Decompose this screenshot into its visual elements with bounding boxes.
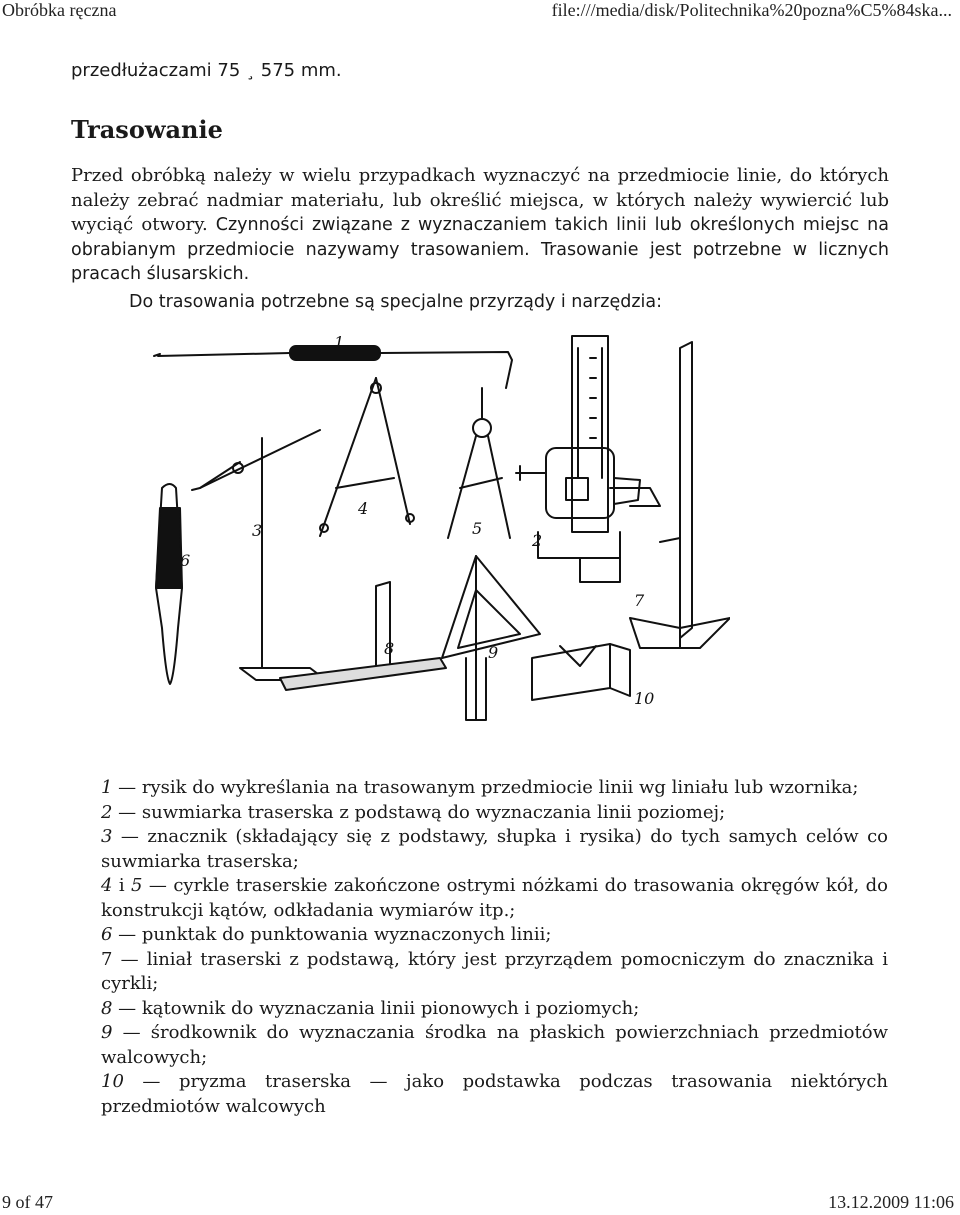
legend-number: 6 xyxy=(101,924,113,945)
legend-item xyxy=(101,1021,888,1070)
legend-number: 4 xyxy=(101,875,113,896)
legend-number: 5 xyxy=(131,875,143,896)
legend-text: — pryzma traserska — jako podstawka podczas trasowania niektórych przedmiotów walcowych xyxy=(101,1071,888,1117)
figure-label-3: 3 xyxy=(252,521,263,540)
try-square-drawing xyxy=(280,582,446,690)
tools-legend xyxy=(101,776,888,1119)
scriber-drawing xyxy=(154,346,512,388)
figure-label-1: 1 xyxy=(334,333,345,352)
legend-number: 3 xyxy=(101,826,113,847)
legend-text: — liniał traserski z podstawą, który jest przyrządem pomocniczym do znacznika i cyrkli; xyxy=(101,948,888,994)
legend-text: — rysik do wykreślania na trasowanym przedmiocie linii wg liniału lub wzornika; xyxy=(112,777,859,798)
legend-item xyxy=(101,948,888,997)
print-datetime: 13.12.2009 11:06 xyxy=(828,1192,954,1212)
surface-gauge-drawing xyxy=(192,430,326,680)
figure-label-5: 5 xyxy=(472,519,483,538)
tools-intro: Do trasowania potrzebne są specjalne przyrządy i narzędzia: xyxy=(129,291,663,312)
legend-item xyxy=(101,801,888,826)
legend-text: — znacznik (składający się z podstawy, słupka i rysika) do tych samych celów co suwmiarka traserska; xyxy=(101,826,888,872)
v-block-drawing xyxy=(532,644,630,700)
legend-item xyxy=(101,923,888,948)
print-footer xyxy=(0,1191,960,1215)
intro-serif-text: Przed obróbką należy w wielu przypadkach wyznaczyć na przedmiocie linie, do których należy zebrać nadmiar materiału, lub określić miejsca, w których należy wywiercić lub wyciąć otwory. xyxy=(71,165,889,235)
intro-paragraph xyxy=(71,164,889,287)
legend-number: 10 xyxy=(101,1071,124,1092)
small-compass-drawing xyxy=(448,388,510,538)
legend-item xyxy=(101,1070,888,1119)
section-title: Trasowanie xyxy=(71,115,223,144)
legend-text: i xyxy=(112,875,132,896)
figure-label-8: 8 xyxy=(384,639,395,658)
figure-label-6: 6 xyxy=(180,551,191,570)
legend-item xyxy=(101,776,888,801)
legend-item xyxy=(101,874,888,923)
document-url: file:///media/disk/Politechnika%20pozna%C5%84ska... xyxy=(551,0,952,20)
legend-text: — suwmiarka traserska z podstawą do wyznaczania linii poziomej; xyxy=(112,801,726,823)
center-square-drawing xyxy=(442,556,540,720)
figure-label-4: 4 xyxy=(358,499,369,518)
figure-label-7: 7 xyxy=(634,591,645,610)
tools-figure xyxy=(140,328,730,733)
legend-text: — środkownik do wyznaczania środka na płaskich powierzchniach przedmiotów walcowych; xyxy=(101,1022,888,1068)
figure-label-9: 9 xyxy=(488,643,499,662)
legend-item xyxy=(101,825,888,874)
legend-number: 7 xyxy=(101,948,113,970)
print-header xyxy=(0,0,960,24)
straightedge-drawing xyxy=(630,342,730,648)
legend-number: 1 xyxy=(101,777,113,798)
document-title: Obróbka ręczna xyxy=(2,0,117,20)
legend-number: 8 xyxy=(101,997,113,1019)
center-punch-drawing xyxy=(156,484,182,684)
figure-labels xyxy=(180,333,654,708)
intro-sans-text: Czynności związane z wyznaczaniem takich linii lub określonych miejsc na obrabianym przedmiocie nazywamy trasowaniem. Trasowanie jest potrzebne w licznych pracach ślusarskich. xyxy=(71,215,889,284)
figure-label-10: 10 xyxy=(634,689,655,708)
legend-text: — punktak do punktowania wyznaczonych linii; xyxy=(112,924,552,945)
tools-illustration xyxy=(140,328,730,733)
figure-label-2: 2 xyxy=(532,531,543,550)
legend-text: — cyrkle traserskie zakończone ostrymi nóżkami do trasowania okręgów kół, do konstrukcji kątów, odkładania wymiarów itp.; xyxy=(101,875,889,921)
legend-number: 9 xyxy=(101,1022,113,1043)
legend-text: — kątownik do wyznaczania linii pionowych i poziomych; xyxy=(112,997,640,1019)
page-counter: 9 of 47 xyxy=(2,1192,53,1212)
page-content xyxy=(71,58,889,315)
legend-item xyxy=(101,997,888,1022)
lead-line: przedłużaczami 75 ¸ 575 mm. xyxy=(71,60,342,81)
legend-number: 2 xyxy=(101,801,113,823)
